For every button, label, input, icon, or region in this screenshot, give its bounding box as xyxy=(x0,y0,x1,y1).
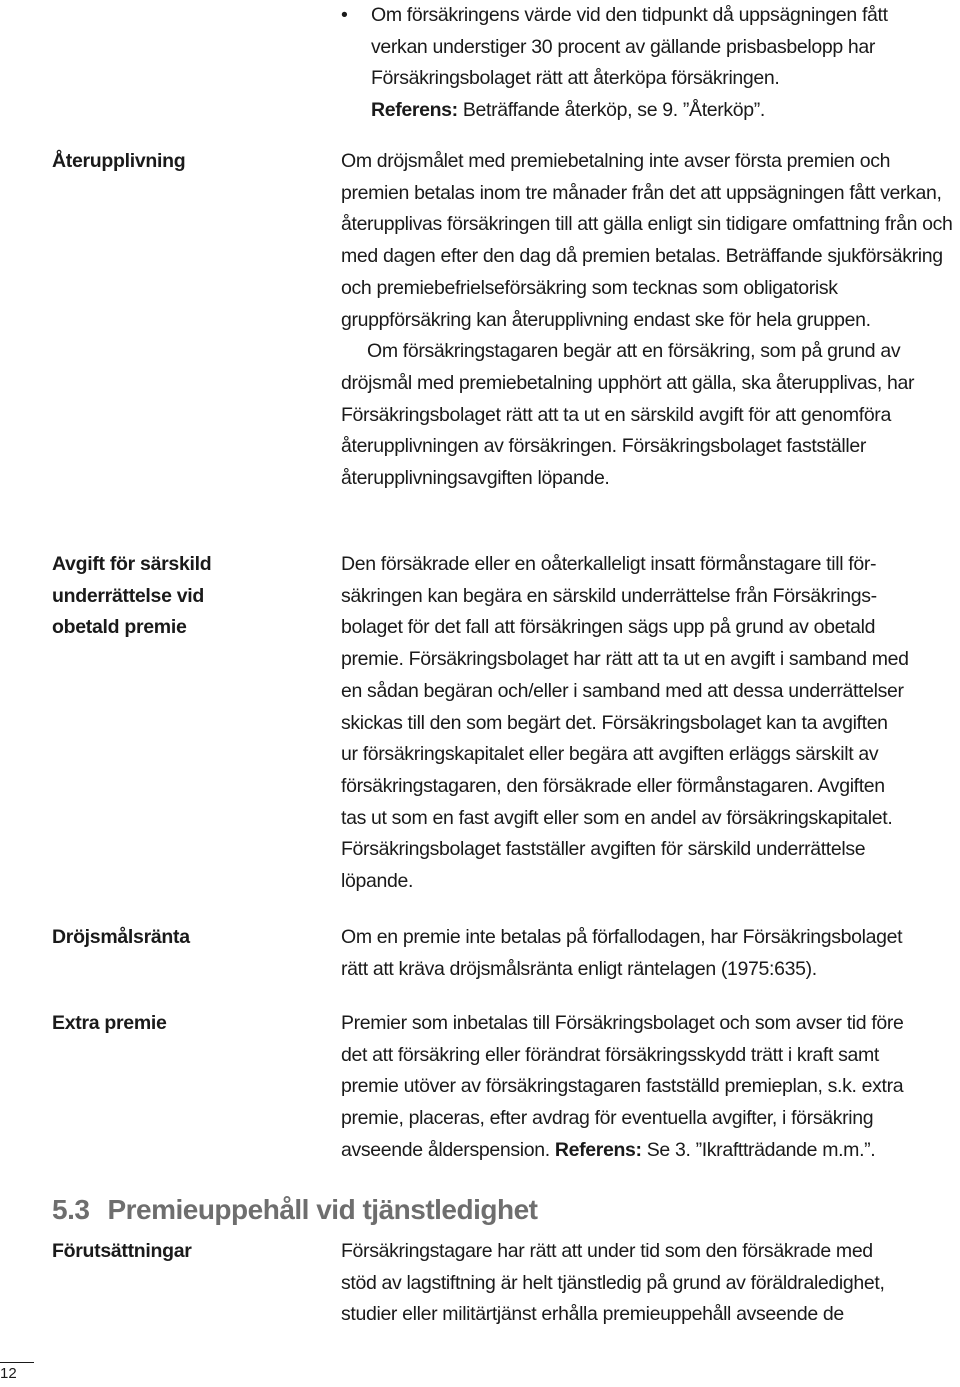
side-heading-drojsmalsranta: Dröjsmålsränta xyxy=(52,926,190,948)
paragraph: Om försäkringstagaren begär att en försäkring, som på grund av dröjsmål med premiebetalning upphört att gälla, ska återupplivas, har Försäkringsbolaget rätt att ta ut en särskild avgift för att genomföra återupplivningen av försäkringen. Försäkringsbolaget fastställer återupplivningsavgiften löpande. xyxy=(341,340,915,490)
section-body-forutsattningar xyxy=(341,1236,960,1331)
text-line: premie. Försäkringsbolaget har rätt att ta ut en avgift i samband med xyxy=(341,648,909,671)
section-title-text: Premieuppehåll vid tjänstledighet xyxy=(107,1194,538,1225)
heading-line: obetald premie xyxy=(52,616,187,638)
text-line: löpande. xyxy=(341,870,414,893)
page-number-rule xyxy=(0,1362,34,1363)
text-line: premie, placeras, efter avdrag för eventuella avgifter, i försäkring xyxy=(341,1107,874,1130)
text-line: stöd av lagstiftning är helt tjänstledig på grund av föräldraledighet, xyxy=(341,1271,885,1294)
bullet-list xyxy=(341,0,941,126)
text-line-with-reference xyxy=(341,1135,960,1167)
section-body-extra-premie xyxy=(341,1008,960,1167)
text-line: Försäkringstagare har rätt att under tid som den försäkrade med xyxy=(341,1240,873,1262)
text-line: bolaget för det fall att försäkringen sägs upp på grund av obetald xyxy=(341,616,876,639)
side-heading-forutsattningar: Förutsättningar xyxy=(52,1240,192,1262)
reference-text: Beträffande återköp, se 9. ”Återköp”. xyxy=(457,98,765,121)
text-line: skickas till den som begärt det. Försäkringsbolaget kan ta avgiften xyxy=(341,711,888,734)
text-line: Om en premie inte betalas på förfallodagen, har Försäkringsbolaget xyxy=(341,926,903,948)
section-body-avgift xyxy=(341,549,960,898)
text-line: det att försäkring eller förändrat försäkringsskydd trätt i kraft samt xyxy=(341,1043,879,1066)
text-line: Den försäkrade eller en oåterkalleligt insatt förmånstagare till för- xyxy=(341,553,877,575)
heading-line: underrättelse vid xyxy=(52,584,205,607)
list-item xyxy=(341,0,941,126)
side-heading-avgift xyxy=(52,549,312,644)
bullet-reference xyxy=(371,95,941,127)
bullet-line: verkan understiger 30 procent av gällande prisbasbelopp har xyxy=(371,35,876,58)
text-line: ur försäkringskapitalet eller begära att avgiften erläggs särskilt av xyxy=(341,743,879,766)
side-heading-extra-premie: Extra premie xyxy=(52,1012,167,1034)
text-line: en sådan begäran och/eller i samband med att dessa underrättelser xyxy=(341,679,904,702)
bullet-line: Försäkringsbolaget rätt att återköpa försäkringen. xyxy=(371,67,780,89)
heading-line: Avgift för särskild xyxy=(52,553,212,575)
page-number: 12 xyxy=(0,1365,17,1382)
text-line: rätt att kräva dröjsmålsränta enligt räntelagen (1975:635). xyxy=(341,957,817,980)
side-heading-aterupplivning: Återupplivning xyxy=(52,150,186,172)
text-fragment: avseende ålderspension. xyxy=(341,1138,555,1161)
text-line: Försäkringsbolaget fastställer avgiften för särskild underrättelse xyxy=(341,838,866,861)
reference-text: Se 3. ”Ikraftträdande m.m.”. xyxy=(641,1138,876,1161)
text-line: tas ut som en fast avgift eller som en andel av försäkringskapitalet. xyxy=(341,806,893,829)
bullet-line: Om försäkringens värde vid den tidpunkt då uppsägningen fått xyxy=(371,4,888,26)
text-line: studier eller militärtjänst erhålla premieuppehåll avseende de xyxy=(341,1303,844,1326)
section-body-aterupplivning xyxy=(341,146,956,495)
text-line: säkringen kan begära en särskild underrättelse från Försäkrings- xyxy=(341,584,877,607)
bullet-icon: • xyxy=(341,4,348,26)
section-number: 5.3 xyxy=(52,1194,90,1225)
text-line: försäkringstagaren, den försäkrade eller förmånstagaren. Avgiften xyxy=(341,774,885,797)
section-body-drojsmalsranta xyxy=(341,922,960,985)
reference-label: Referens: xyxy=(371,98,458,121)
section-title xyxy=(52,1190,537,1230)
text-line: Premier som inbetalas till Försäkringsbolaget och som avser tid före xyxy=(341,1012,904,1034)
paragraph: Om dröjsmålet med premiebetalning inte avser första premien och premien betalas inom tre månader från det att uppsägningen fått verkan, återupplivas försäkringen till att gälla enligt sin tidigare omfattning från och med dagen efter den dag då premien betalas. Beträffande sjukförsäkring och premiebefrielseförsäkring som tecknas som obligatorisk gruppförsäkring kan återupplivning endast ske för hela gruppen. xyxy=(341,150,953,331)
reference-label: Referens: xyxy=(554,1138,642,1161)
text-line: premie utöver av försäkringstagaren fastställd premieplan, s.k. extra xyxy=(341,1075,904,1098)
